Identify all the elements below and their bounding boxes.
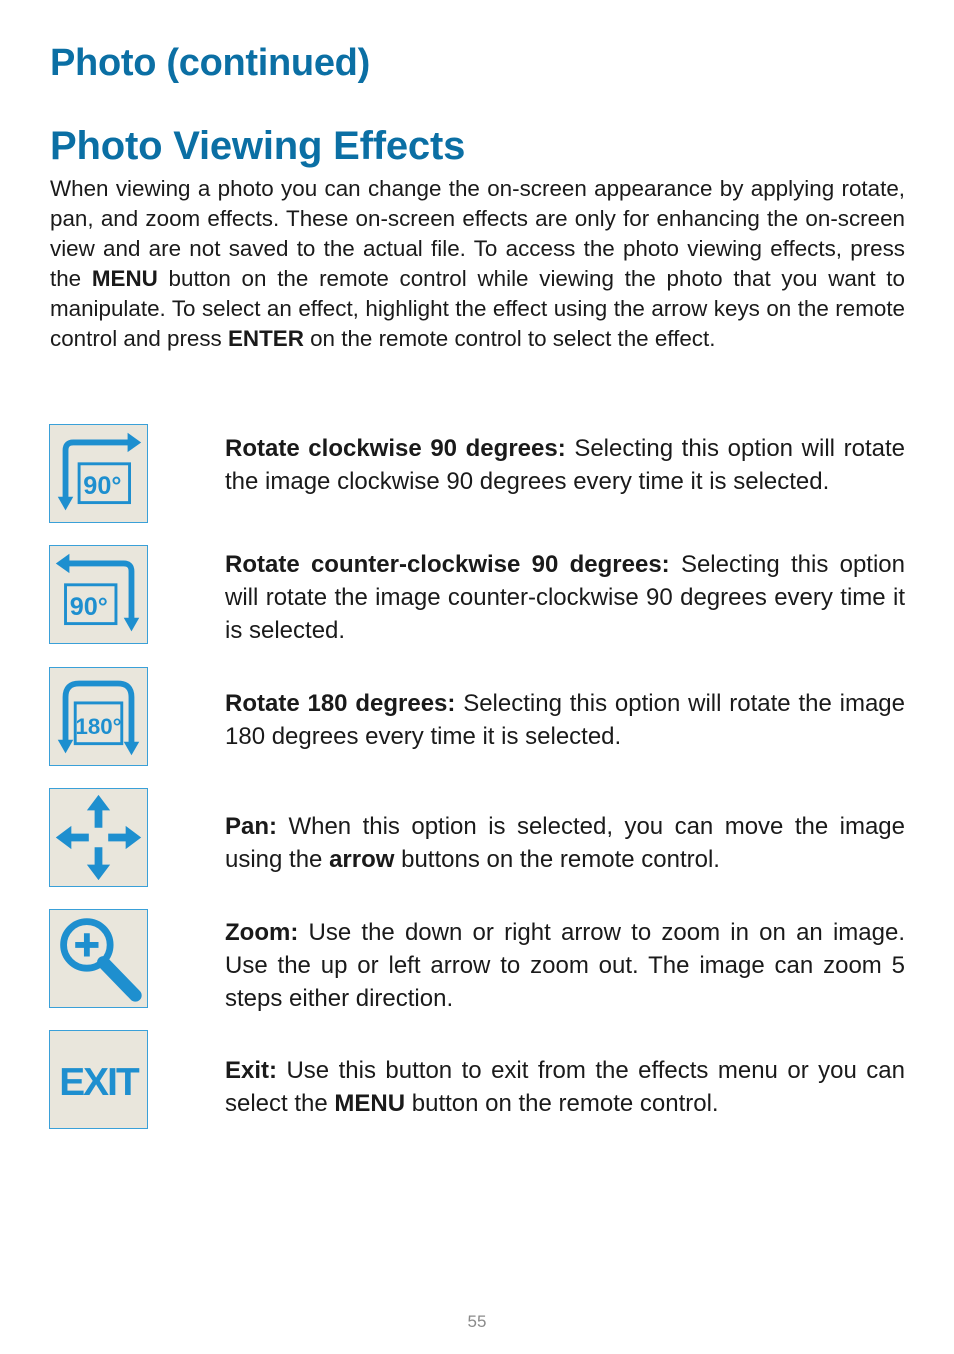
effect-description: Selecting this option will rotate the image 180 degrees every time it is selected. <box>225 690 905 750</box>
intro-text-1: When viewing a photo you can change the on-screen appearance by applying rotate, pan, and zoom effects. These on-screen effects are only for enhancing the on-screen view and are not saved to the actual file. To access the photo viewing effects, press the <box>50 176 905 291</box>
rotate-counter-clockwise-90-icon <box>49 545 148 644</box>
effect-description-end: button on the remote control. <box>405 1090 719 1117</box>
effect-description: Use this button to exit from the effects menu or you can select the <box>225 1057 905 1117</box>
menu-keyword: MENU <box>334 1090 406 1117</box>
effect-term: Pan: <box>225 813 278 840</box>
effect-rotate-counter-clockwise-text <box>225 548 905 647</box>
intro-menu-keyword: MENU <box>91 266 158 291</box>
icon-label: 90° <box>83 471 122 500</box>
rotate-180-icon <box>49 667 148 766</box>
effect-description: Use the down or right arrow to zoom in on an image. Use the up or left arrow to zoom out. The image can zoom 5 steps either direction. <box>225 919 905 1012</box>
intro-paragraph <box>50 174 905 354</box>
effect-rotate-clockwise-text <box>225 432 905 498</box>
effect-term: Exit: <box>225 1057 278 1084</box>
effect-description: Selecting this option will rotate the image counter-clockwise 90 degrees every time it is selected. <box>225 551 905 644</box>
effect-zoom-text <box>225 916 905 1015</box>
effect-description: When this option is selected, you can move the image using the <box>225 813 905 873</box>
effect-term: Rotate clockwise 90 degrees: <box>225 435 566 462</box>
effect-description: Selecting this option will rotate the image clockwise 90 degrees every time it is selected. <box>225 435 905 495</box>
effect-term: Rotate counter-clockwise 90 degrees: <box>225 551 670 578</box>
page-number: 55 <box>467 1312 487 1331</box>
page-title: Photo (continued) <box>50 42 370 84</box>
icon-label: 180° <box>75 713 122 739</box>
effect-exit-text <box>225 1054 905 1120</box>
effect-term: Zoom: <box>225 919 299 946</box>
intro-text-2: button on the remote control while viewing the photo that you want to manipulate. To select an effect, highlight the effect using the arrow keys on the remote control and press <box>50 266 905 351</box>
section-title: Photo Viewing Effects <box>50 124 466 168</box>
exit-icon <box>49 1030 148 1129</box>
intro-text-3: on the remote control to select the effect. <box>303 326 716 351</box>
icon-label: 90° <box>69 592 108 621</box>
effect-rotate-180-text <box>225 687 905 753</box>
pan-arrows-icon <box>49 788 148 887</box>
zoom-magnifier-icon <box>49 909 148 1008</box>
icon-label: EXIT <box>59 1061 138 1105</box>
intro-enter-keyword: ENTER <box>227 326 304 351</box>
rotate-clockwise-90-icon <box>49 424 148 523</box>
arrow-keyword: arrow <box>329 846 395 873</box>
effect-pan-text <box>225 810 905 876</box>
effect-description-end: buttons on the remote control. <box>394 846 720 873</box>
effect-term: Rotate 180 degrees: <box>225 690 456 717</box>
